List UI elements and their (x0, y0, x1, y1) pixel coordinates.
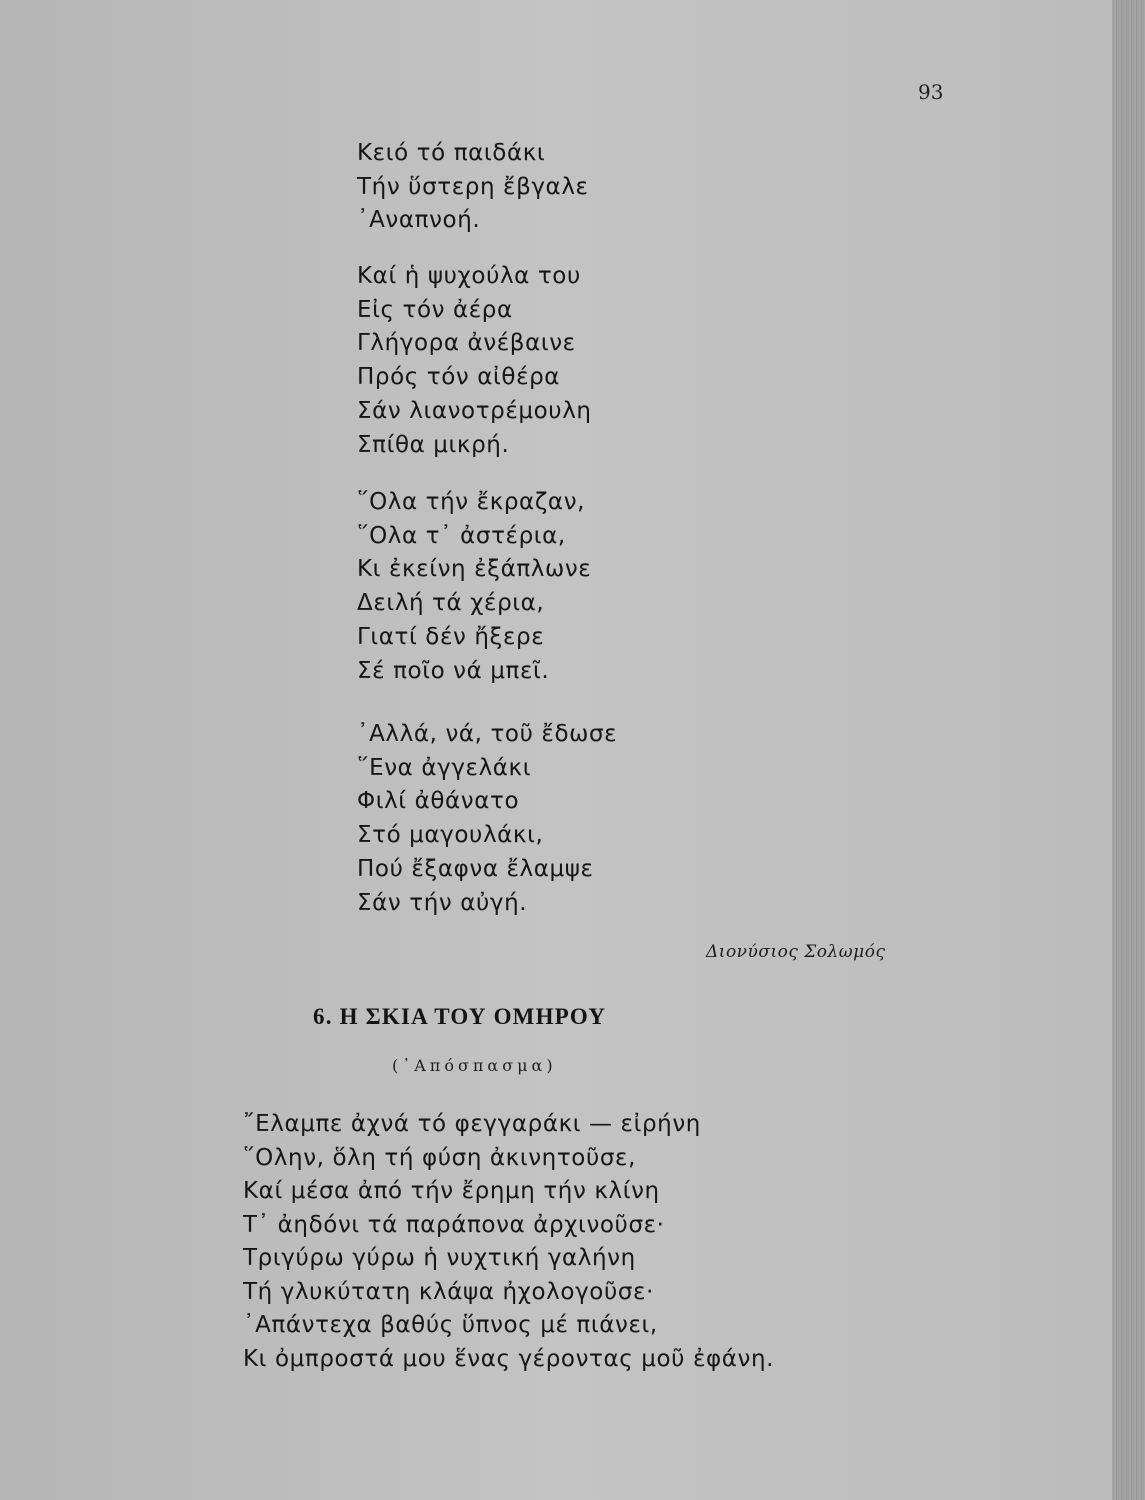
poem-line: Φιλί ἀθάνατο (357, 788, 520, 815)
poem-line: Κι ὀμπροστά μου ἕνας γέροντας μοῦ ἐφάνη. (243, 1345, 775, 1372)
poem-line: ᾿Απάντεχα βαθύς ὕπνος μέ πιάνει, (243, 1312, 658, 1338)
poem-line: Κειό τό παιδάκι (357, 140, 546, 166)
poem-line: Δειλή τά χέρια, (357, 590, 545, 617)
poem-line: Τριγύρω γύρω ἡ νυχτική γαλήνη (243, 1245, 636, 1271)
section-subtitle: (᾿Απόσπασμα) (392, 1056, 557, 1075)
poem-excerpt (243, 1108, 774, 1376)
page-number: 93 (918, 80, 944, 104)
poem-stanza (357, 137, 589, 238)
poem-line: Τή γλυκύτατη κλάψα ἠχολογοῦσε· (243, 1278, 654, 1305)
poem-stanza (357, 260, 592, 462)
poem-line: ῞Ολα τ᾿ ἀστέρια, (357, 522, 566, 549)
poem-line: ῞Ολα τήν ἔκραζαν, (357, 489, 586, 515)
poem-line: ᾿Αναπνοή. (357, 207, 481, 234)
poem-line: Σπίθα μικρή. (357, 431, 510, 458)
poem-line: Σέ ποῖο νά μπεῖ. (357, 657, 550, 684)
poem-line: ῞Ενα ἀγγελάκι (357, 754, 532, 781)
poem-stanza (357, 718, 617, 920)
poem-line: Γλήγορα ἀνέβαινε (357, 330, 576, 357)
poem-author: Διονύσιος Σολωμός (706, 942, 886, 962)
poem-line: ῎Ελαμπε ἀχνά τό φεγγαράκι — εἰρήνη (243, 1111, 701, 1137)
poem-line: Τ᾿ ἀηδόνι τά παράπονα ἀρχινοῦσε· (243, 1211, 665, 1238)
poem-line: Στό μαγουλάκι, (357, 822, 544, 849)
section-title: 6. Η ΣΚΙΑ ΤΟΥ ΟΜΗΡΟΥ (313, 1004, 607, 1029)
page-edge (1112, 0, 1145, 1500)
poem-line: ῞Ολην, ὅλη τή φύση ἀκινητοῦσε, (243, 1144, 636, 1171)
poem-stanza (357, 486, 591, 688)
poem-line: Τήν ὕστερη ἔβγαλε (357, 173, 589, 200)
poem-line: Σάν λιανοτρέμουλη (357, 397, 592, 424)
poem-line: Πού ἔξαφνα ἔλαμψε (357, 855, 594, 882)
poem-line: Κι ἐκείνη ἐξάπλωνε (357, 556, 592, 583)
poem-line: Γιατί δέν ἤξερε (357, 623, 545, 650)
poem-line: Σάν τήν αὐγή. (357, 889, 528, 916)
poem-line: ᾿Αλλά, νά, τοῦ ἔδωσε (357, 721, 618, 747)
poem-line: Καί ἡ ψυχούλα του (357, 263, 581, 289)
poem-line: Πρός τόν αἰθέρα (357, 364, 561, 391)
poem-line: Εἰς τόν ἀέρα (357, 296, 513, 323)
poem-line: Καί μέσα ἀπό τήν ἔρημη τήν κλίνη (243, 1178, 660, 1204)
